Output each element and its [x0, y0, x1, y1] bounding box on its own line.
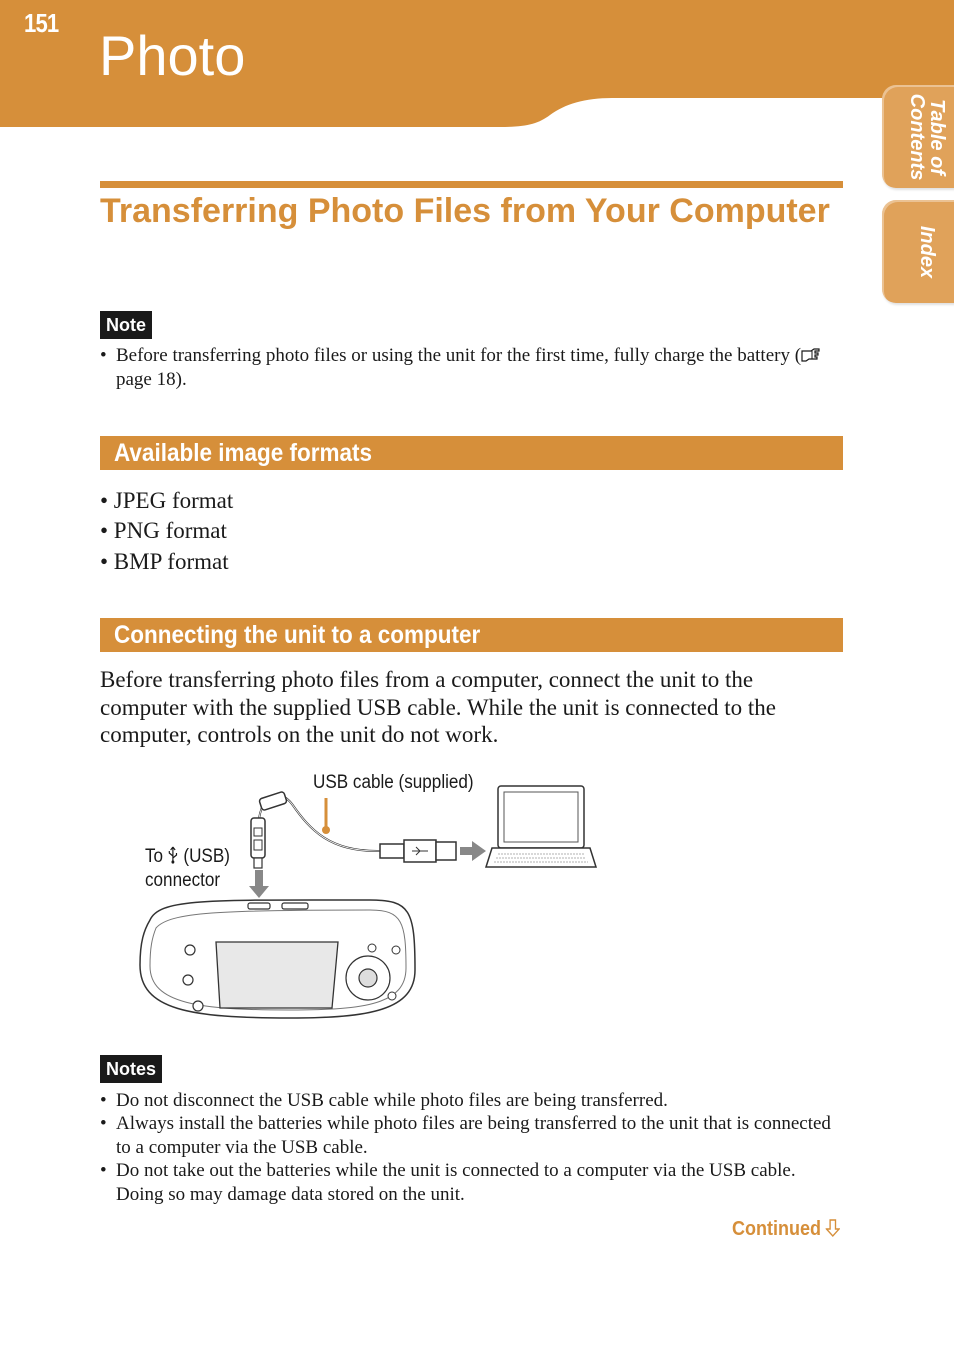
note-text-start: Before transferring photo files or using the unit for the first time, fully charge the battery (: [116, 345, 802, 366]
note-text-end: page 18).: [116, 369, 187, 390]
down-arrow-icon: [826, 1218, 840, 1240]
chapter-title: Photo: [99, 24, 246, 87]
usb-cable-label: USB cable (supplied): [313, 772, 474, 793]
heading-rule: [100, 181, 843, 188]
notes-item: • Do not take out the batteries while the unit is connected to a computer via the USB cable. Doing so may damage data stored on the unit.: [100, 1159, 836, 1207]
connection-illustration: [130, 770, 610, 1025]
tab-index-label: Index: [916, 225, 938, 278]
continued-label: Continued: [732, 1218, 821, 1240]
notes-item: • Do not disconnect the USB cable while photo files are being transferred.: [100, 1089, 836, 1113]
pointing-hand-icon: [801, 345, 821, 366]
usb-icon: [168, 846, 179, 867]
note-label: Note: [100, 311, 152, 339]
format-item-bmp: • BMP format: [100, 549, 229, 574]
section-title-connecting: Connecting the unit to a computer: [114, 621, 481, 649]
format-item-png: • PNG format: [100, 518, 227, 543]
section-title-image-formats: Available image formats: [114, 439, 373, 467]
notes-label: Notes: [100, 1055, 162, 1083]
tab-index[interactable]: [882, 200, 954, 303]
page-number: 151: [24, 8, 59, 38]
connection-diagram: [130, 770, 610, 1025]
connector-label-prefix: To: [145, 846, 168, 867]
notes-item: • Always install the batteries while photo files are being transferred to the unit that is connected to a computer via the USB cable.: [100, 1112, 836, 1160]
note-item: [100, 344, 836, 392]
section-header-image-formats: [100, 436, 843, 470]
continued-link[interactable]: [732, 1218, 840, 1241]
connector-label-line2: connector: [145, 870, 221, 891]
tab-table-of-contents-label: Table of Contents: [906, 93, 948, 180]
format-item-jpeg: • JPEG format: [100, 488, 234, 513]
page-title: Transferring Photo Files from Your Computer: [100, 192, 830, 230]
connector-label-suffix: (USB): [178, 846, 230, 867]
connecting-paragraph: Before transferring photo files from a computer, connect the unit to the computer with the supplied USB cable. While the unit is connected to the computer, controls on the unit do not work.: [100, 667, 777, 747]
usb-connector-label: [145, 845, 230, 893]
tab-table-of-contents[interactable]: [882, 85, 954, 188]
section-header-connecting: [100, 618, 843, 652]
